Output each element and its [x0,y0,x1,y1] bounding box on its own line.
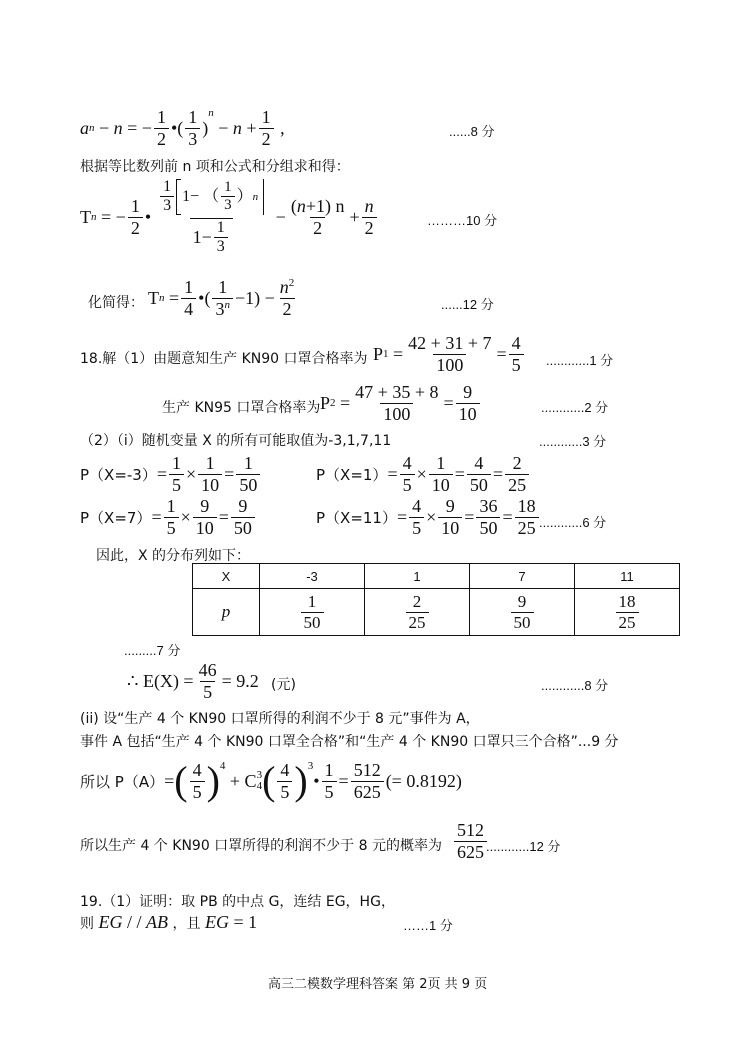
distribution-table [192,563,680,636]
table-cell: $\frac{1}{50}$ [260,589,365,636]
points-8b: ............8 分 [541,678,609,693]
points-1: ............1 分 [546,353,614,368]
table-cell: $\frac{9}{50}$ [470,589,575,636]
table-header-cell: -3 [260,564,365,589]
prob-x-7: P（X=7） = $\frac{1}{5}$ × $\frac{9}{10}$ = $\frac{9}{50}$ [80,496,257,538]
table-header-cell: 1 [365,564,470,589]
points-8: ......8 分 [449,124,495,139]
text-sum-method: 根据等比数列前 n 项和公式和分组求和得： [80,159,350,175]
q18-part2: （2）（i）随机变量 X 的所有可能取值为-3,1,7,11 [80,433,392,449]
points-7: .........7 分 [124,643,181,658]
points-10: ………10 分 [427,213,498,228]
result-fraction: $\frac{512}{625}$ [452,820,489,862]
formula-p2: P 2 = $\frac{47 + 35 + 8}{100}$ = $\frac{9}{10}$ [320,382,482,424]
table-row [193,589,680,636]
prob-x-minus3: P（X=-3） = $\frac{1}{5}$ × $\frac{1}{10}$ = $\frac{1}{50}$ [80,453,262,495]
formula-an-minus-n: a n − n = − $\frac{1}{2}$ •( $\frac{1}{3}$ ) $^n$ − n + $\frac{1}{2}$ , [80,107,285,149]
result-text: 所以生产 4 个 KN90 口罩所得的利润不少于 8 元的概率为 [80,838,442,854]
formula-tn: T n = − $\frac{1}{2}$ • $\frac{1}{3}$ 1− （ $\frac{1}{3}$ ） n 1− $\frac{1}{3}$ − $\frac{(n+1) n}{2}$ + $\frac{n}{2}$ [80,178,379,257]
part-ii-def: (ii) 设“生产 4 个 KN90 口罩所得的利润不少于 8 元”事件为 A， [80,711,480,727]
prob-x-1: P（X=1） = $\frac{4}{5}$ × $\frac{1}{10}$ = $\frac{4}{50}$ = $\frac{2}{25}$ [316,453,531,495]
page-footer: 高三二模数学理科答案 第 2页 共 9 页 [268,977,488,992]
label-simplify: 化简得： [88,295,144,311]
points-12b: ............12 分 [486,839,561,854]
table-header-row [193,564,680,589]
table-header-cell: 11 [575,564,680,589]
formula-tn-simplified: T n = $\frac{1}{4}$ •( $\frac{1}{3^n}$ −1) − $\frac{n^2}{2}$ [148,277,295,319]
table-header-cell: X [193,564,260,589]
table-header-cell: 7 [470,564,575,589]
q18-heading: 18.解（1）由题意知生产 KN90 口罩合格率为 [80,351,368,367]
q19-line2: 则 EG / / AB ，且 EG = 1 [80,912,258,932]
table-cell: $\frac{18}{25}$ [575,589,680,636]
points-6: ............6 分 [539,515,607,530]
points-12: ......12 分 [441,297,494,312]
points-3: ............3 分 [539,434,607,449]
points-1b: ……1 分 [403,918,453,933]
table-cell: $\frac{2}{25}$ [365,589,470,636]
formula-p1: P 1 = $\frac{42 + 31 + 7}{100}$ = $\frac{4}{5}$ [373,333,526,375]
prob-x-11: P（X=11） = $\frac{4}{5}$ × $\frac{9}{10}$ = $\frac{36}{50}$ = $\frac{18}{25}$ [316,496,541,538]
distribution-intro: 因此，X 的分布列如下： [96,548,251,564]
formula-pa: 所以 P（A） = ( $\frac{4}{5}$ ) $^4$ + C 3 4 ( $\frac{4}{5}$ ) $^3$ • $\frac{1}{5}$ = $\frac{512}{625}$ (= 0.8192) [80,758,462,804]
q19-heading: 19.（1）证明：取 PB 的中点 G，连结 EG，HG， [80,894,395,910]
kn95-text: 生产 KN95 口罩合格率为 [162,400,321,416]
points-2: ............2 分 [541,400,609,415]
part-ii-event: 事件 A 包括“生产 4 个 KN90 口罩全合格”和“生产 4 个 KN90 口罩只三个合格”...9 分 [80,734,619,750]
unit-yuan: (元) [271,677,296,693]
formula-expectation: ∴ E(X) = $\frac{46}{5}$ = 9.2 [127,660,259,702]
table-row-label: p [193,589,260,636]
